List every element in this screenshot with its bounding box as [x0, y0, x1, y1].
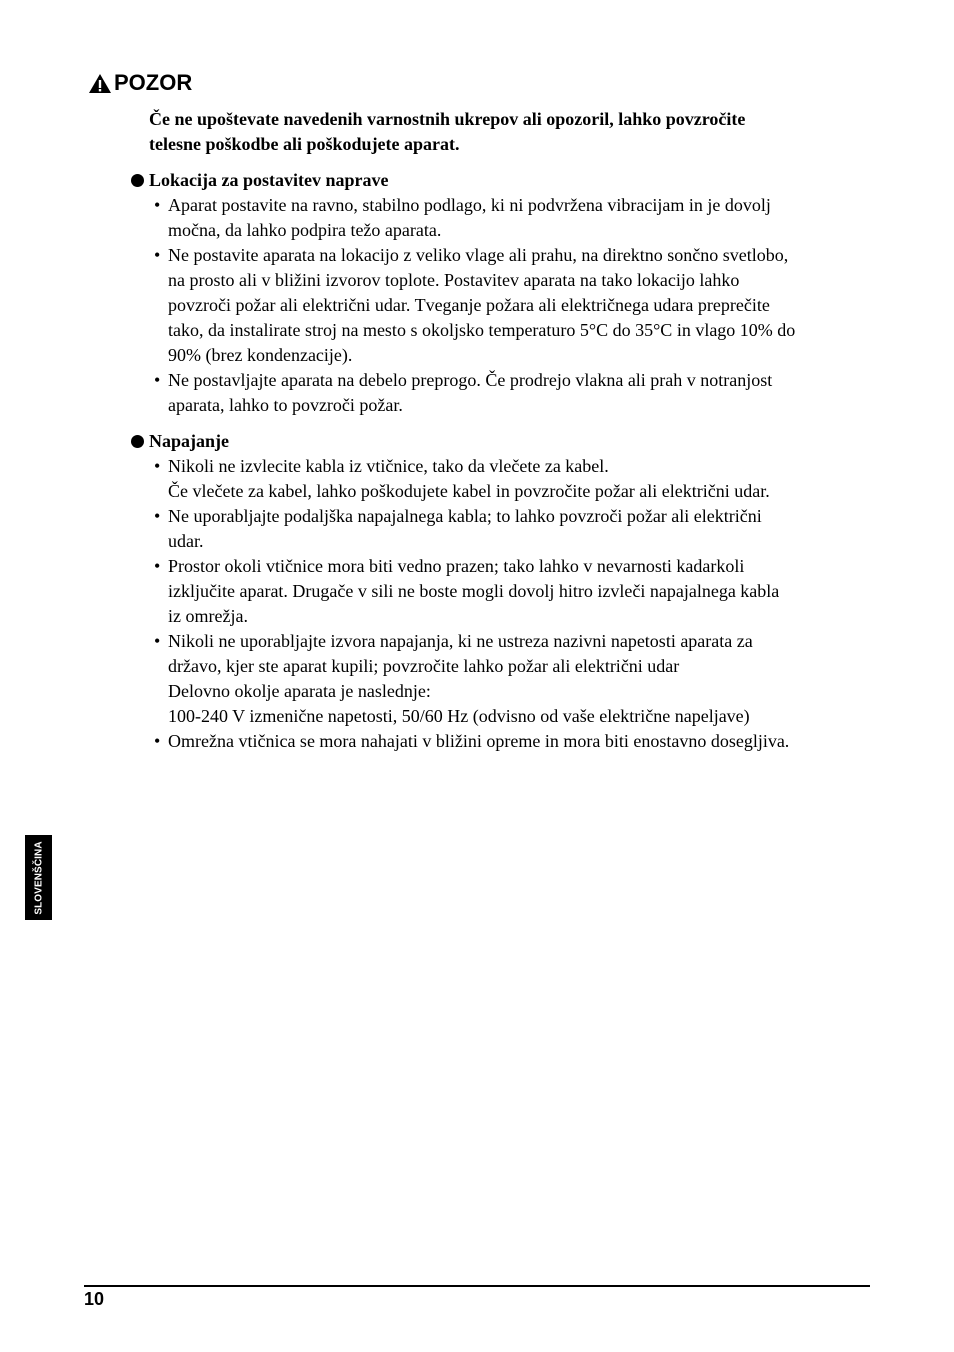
item-line: Delovno okolje aparata je naslednje: [168, 681, 431, 701]
bullet-icon: • [154, 506, 161, 526]
item-line: na prosto ali v bližini izvorov toplote. Postavitev aparata na tako lokacijo lahko [168, 270, 740, 290]
item-line: povzroči požar ali električni udar. Tveganje požara ali električnega udara preprečite [168, 295, 770, 315]
item-line: izključite aparat. Drugače v sili ne boste mogli dovolj hitro izvleči napajalnega kabla [168, 581, 780, 601]
section-heading [131, 429, 876, 454]
item-line: 100-240 V izmenične napetosti, 50/60 Hz (odvisno od vaše električne napeljave) [168, 706, 750, 726]
list-item [131, 454, 876, 504]
list-item [131, 193, 876, 243]
section-list [131, 193, 876, 418]
list-item [131, 729, 876, 754]
intro-line: Če ne upoštevate navedenih varnostnih ukrepov ali opozoril, lahko povzročite [149, 109, 746, 129]
language-tab-label: SLOVENŠČINA [33, 840, 44, 915]
bullet-dot-icon [131, 174, 144, 187]
bullet-icon: • [154, 556, 161, 576]
footer-divider [84, 1285, 870, 1287]
page-number: 10 [84, 1289, 105, 1309]
item-line: Če vlečete za kabel, lahko poškodujete kabel in povzročite požar ali električni udar. [168, 481, 770, 501]
item-line: Ne postavite aparata na lokacijo z veliko vlage ali prahu, na direktno sončno svetlobo, [168, 245, 789, 265]
bullet-dot-icon [131, 435, 144, 448]
item-line: močna, da lahko podpira težo aparata. [168, 220, 442, 240]
bullet-icon: • [154, 731, 161, 751]
bullet-icon: • [154, 456, 161, 476]
caution-heading [88, 70, 192, 96]
item-line: tako, da instalirate stroj na mesto s okoljsko temperaturo 5°C do 35°C in vlago 10% do [168, 320, 796, 340]
item-line: aparata, lahko to povzroči požar. [168, 395, 403, 415]
item-line: Nikoli ne izvlecite kabla iz vtičnice, tako da vlečete za kabel. [168, 456, 609, 476]
section-heading-text: Napajanje [149, 431, 229, 451]
item-line: iz omrežja. [168, 606, 248, 626]
bullet-icon: • [154, 195, 161, 215]
item-line: državo, kjer ste aparat kupili; povzročite lahko požar ali električni udar [168, 656, 680, 676]
section-location [131, 168, 876, 418]
bullet-icon: • [154, 370, 161, 390]
language-side-tab [25, 835, 52, 920]
item-line: Prostor okoli vtičnice mora biti vedno prazen; tako lahko v nevarnosti kadarkoli [168, 556, 745, 576]
list-item [131, 554, 876, 629]
list-item [131, 243, 876, 368]
list-item [131, 629, 876, 729]
item-line: Aparat postavite na ravno, stabilno podlago, ki ni podvržena vibracijam in je dovolj [168, 195, 771, 215]
intro-line: telesne poškodbe ali poškodujete aparat. [149, 134, 460, 154]
item-line: Nikoli ne uporabljajte izvora napajanja, ki ne ustreza nazivni napetosti aparata za [168, 631, 753, 651]
item-line: udar. [168, 531, 204, 551]
list-item [131, 504, 876, 554]
section-heading [131, 168, 876, 193]
item-line: Ne postavljajte aparata na debelo preprogo. Če prodrejo vlakna ali prah v notranjost [168, 370, 773, 390]
caution-intro [149, 107, 869, 157]
bullet-icon: • [154, 631, 161, 651]
item-line: Omrežna vtičnica se mora nahajati v bližini opreme in mora biti enostavno dosegljiva. [168, 731, 790, 751]
caution-title: POZOR [114, 70, 193, 95]
item-line: 90% (brez kondenzacije). [168, 345, 353, 365]
item-line: Ne uporabljajte podaljška napajalnega kabla; to lahko povzroči požar ali električni [168, 506, 762, 526]
list-item [131, 368, 876, 418]
bullet-icon: • [154, 245, 161, 265]
section-list [131, 454, 876, 754]
section-heading-text: Lokacija za postavitev naprave [149, 170, 389, 190]
warning-triangle-icon [88, 73, 112, 94]
section-power [131, 429, 876, 754]
